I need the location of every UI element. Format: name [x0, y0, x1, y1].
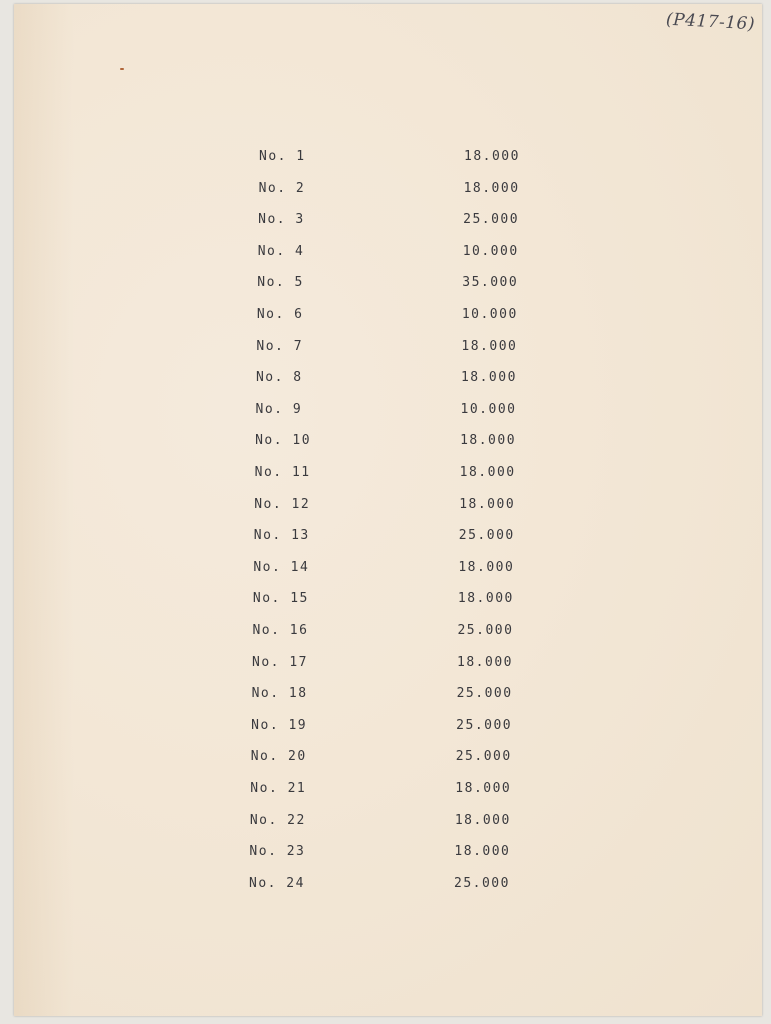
item-value: 25.000 — [454, 875, 510, 891]
item-value: 18.000 — [457, 591, 514, 607]
item-number: No. 16 — [252, 623, 309, 638]
item-number: No. 13 — [253, 528, 310, 544]
item-number: No. 4 — [257, 243, 305, 259]
item-value: 25.000 — [455, 749, 512, 765]
item-value: 10.000 — [460, 401, 517, 417]
item-value: 18.000 — [460, 433, 517, 449]
item-value: 18.000 — [454, 844, 511, 860]
item-number: No. 19 — [251, 717, 308, 733]
item-value: 10.000 — [461, 307, 518, 322]
item-value: 18.000 — [458, 559, 515, 575]
item-number: No. 11 — [254, 465, 311, 480]
item-value: 10.000 — [462, 243, 519, 259]
paper-sheet — [14, 4, 762, 1016]
item-number: No. 3 — [258, 212, 305, 228]
item-number: No. 18 — [251, 686, 308, 702]
item-number: No. 7 — [256, 338, 304, 354]
item-number: No. 5 — [257, 275, 304, 291]
item-number: No. 14 — [253, 559, 310, 575]
item-number: No. 8 — [255, 370, 303, 386]
item-value: 18.000 — [455, 781, 512, 796]
item-value: 18.000 — [459, 465, 516, 480]
item-value: 18.000 — [461, 338, 518, 354]
item-number: No. 12 — [254, 496, 311, 512]
item-value: 18.000 — [454, 812, 511, 828]
handwritten-reference-note: (P417-16) — [665, 9, 756, 35]
item-value: 25.000 — [458, 528, 515, 544]
item-number: No. 2 — [258, 180, 306, 196]
item-number: No. 15 — [252, 591, 309, 607]
item-value: 25.000 — [456, 686, 513, 702]
item-number: No. 22 — [249, 812, 306, 828]
item-number: No. 10 — [255, 433, 312, 449]
item-number: No. 23 — [249, 844, 306, 860]
item-number: No. 6 — [256, 307, 304, 322]
item-number: No. 9 — [255, 401, 303, 417]
item-value: 25.000 — [456, 717, 513, 733]
item-value: 18.000 — [463, 180, 520, 196]
item-number: No. 17 — [252, 654, 308, 670]
item-value: 35.000 — [462, 275, 519, 291]
item-value: 18.000 — [457, 654, 513, 670]
paper-edge-shading — [14, 4, 74, 1016]
item-value: 18.000 — [460, 370, 517, 386]
item-value: 25.000 — [463, 212, 520, 228]
item-number: No. 21 — [250, 781, 307, 796]
item-number: No. 1 — [259, 149, 306, 164]
item-value: 18.000 — [459, 496, 516, 512]
item-number: No. 24 — [249, 875, 305, 891]
item-number: No. 20 — [250, 749, 307, 765]
item-value: 18.000 — [464, 149, 520, 164]
ink-speck — [120, 68, 124, 70]
item-value: 25.000 — [457, 623, 514, 638]
